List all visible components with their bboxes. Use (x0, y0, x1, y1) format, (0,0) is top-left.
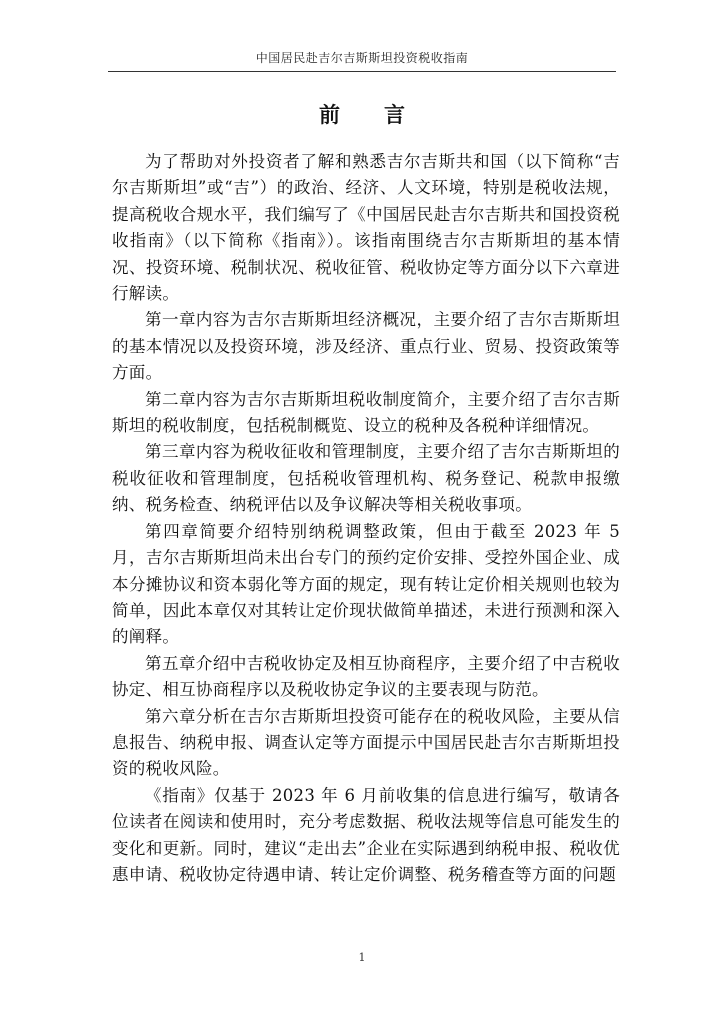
paragraph-chapter-2: 第二章内容为吉尔吉斯斯坦税收制度简介，主要介绍了吉尔吉斯斯坦的税收制度，包括税制概览、设立的税种及各税种详细情况。 (112, 389, 620, 436)
header-divider (108, 71, 616, 72)
section-title: 前言 (319, 102, 449, 127)
paragraph-chapter-6: 第六章分析在吉尔吉斯斯坦投资可能存在的税收风险，主要从信息报告、纳税申报、调查认定等方面提示中国居民赴吉尔吉斯斯坦投资的税收风险。 (112, 706, 620, 779)
page-number: 1 (358, 951, 366, 964)
paragraph-chapter-4: 第四章简要介绍特别纳税调整政策，但由于截至 2023 年 5 月，吉尔吉斯斯坦尚未出台专门的预约定价安排、受控外国企业、成本分摊协议和资本弱化等方面的规定，现有转让定价相关规则也较为简单，因此本章仅对其转让定价现状做简单描述，未进行预测和深入的阐释。 (112, 521, 620, 647)
paragraph-intro: 为了帮助对外投资者了解和熟悉吉尔吉斯共和国（以下简称“吉尔吉斯斯坦”或“吉”）的政治、经济、人文环境，特别是税收法规，提高税收合规水平，我们编写了《中国居民赴吉尔吉斯共和国投资税收指南》（以下简称《指南》）。该指南围绕吉尔吉斯斯坦的基本情况、投资环境、税制状况、税收征管、税收协定等方面分以下六章进行解读。 (112, 152, 620, 304)
paragraph-chapter-3: 第三章内容为税收征收和管理制度，主要介绍了吉尔吉斯斯坦的税收征收和管理制度，包括税收管理机构、税务登记、税款申报缴纳、税务检查、纳税评估以及争议解决等相关税收事项。 (112, 442, 620, 515)
paragraph-chapter-5: 第五章介绍中吉税收协定及相互协商程序，主要介绍了中吉税收协定、相互协商程序以及税收协定争议的主要表现与防范。 (112, 653, 620, 700)
paragraph-chapter-1: 第一章内容为吉尔吉斯斯坦经济概况，主要介绍了吉尔吉斯斯坦的基本情况以及投资环境，涉及经济、重点行业、贸易、投资政策等方面。 (112, 310, 620, 383)
body-text (112, 149, 620, 888)
running-header: 中国居民赴吉尔吉斯斯坦投资税收指南 (255, 51, 469, 65)
paragraph-disclaimer: 《指南》仅基于 2023 年 6 月前收集的信息进行编写，敬请各位读者在阅读和使用时，充分考虑数据、税收法规等信息可能发生的变化和更新。同时，建议“走出去”企业在实际遇到纳税申报、税收优惠申请、税收协定待遇申请、转让定价调整、税务稽查等方面的问题 (112, 785, 620, 884)
